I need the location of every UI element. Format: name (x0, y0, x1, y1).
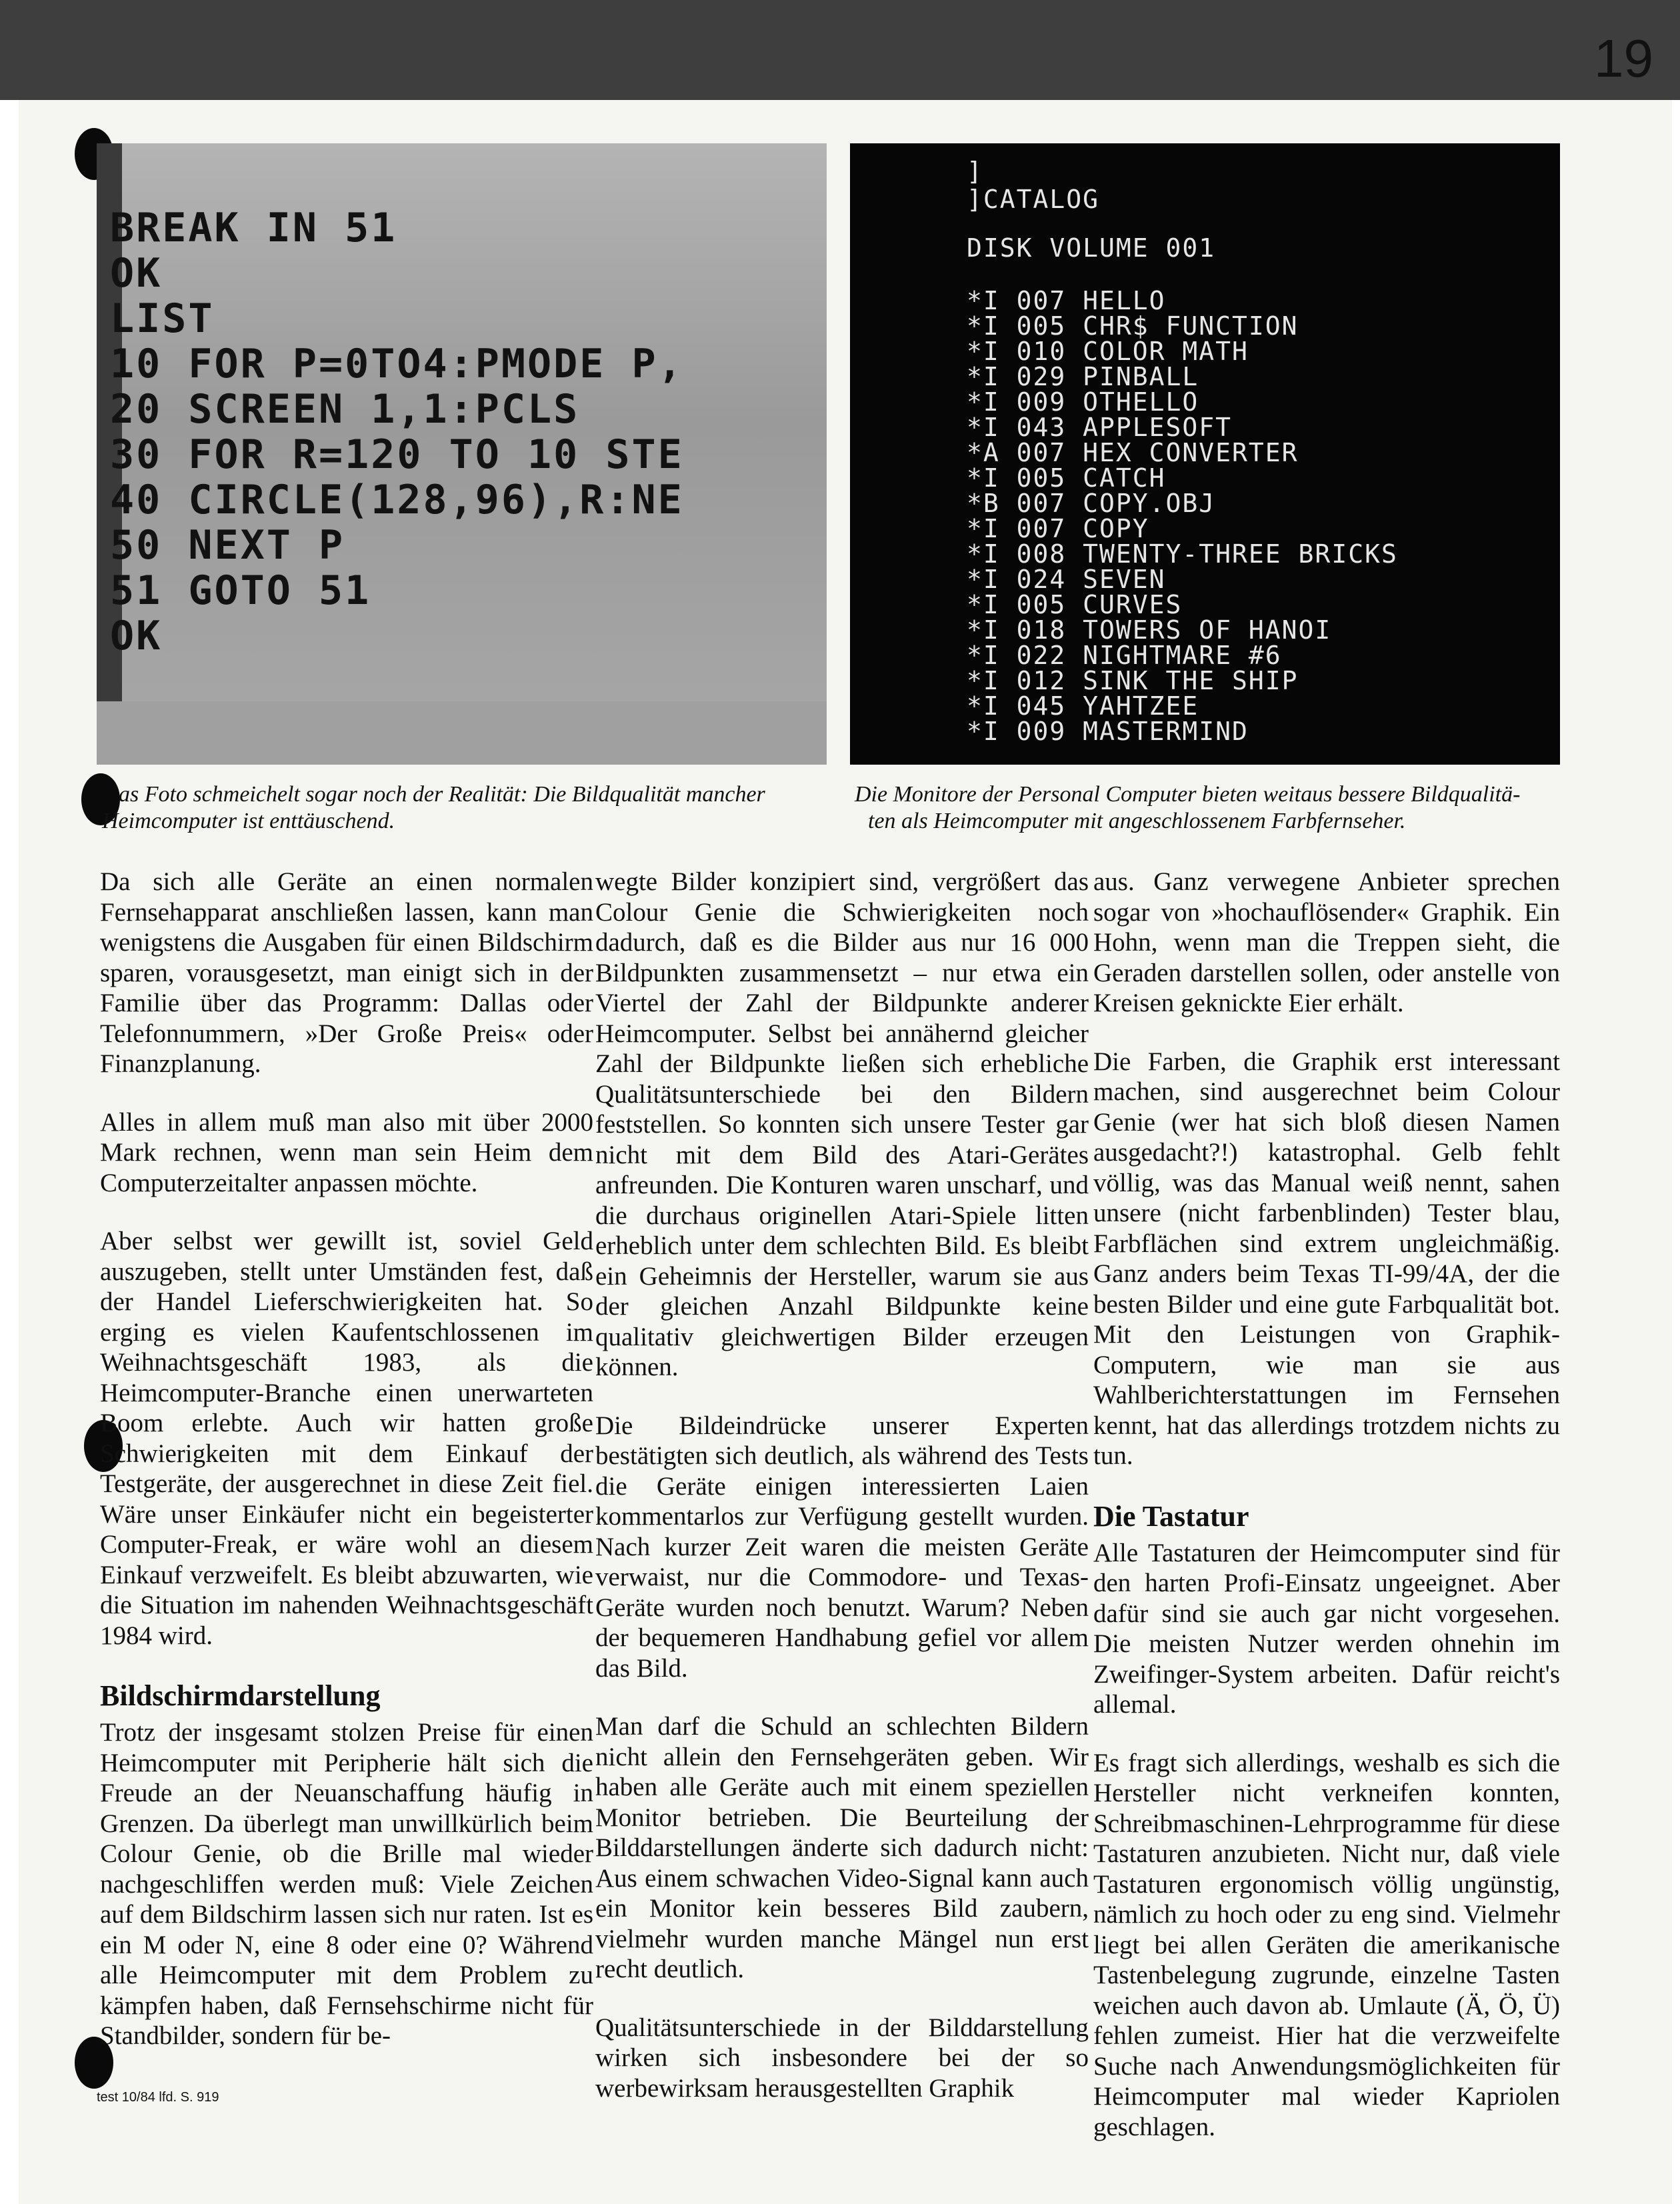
catalog-entry: *I 043 APPLESOFT (967, 413, 1233, 442)
paragraph: Da sich alle Geräte an einen normalen Fernsehapparat anschließen lassen, kann man wenigstens die Ausgaben für einen Bildschirm sparen, vorausgesetzt, man einigt sich in der Familie über das Programm: Dallas oder Telefonnummern, »Der Große Preis« oder Finanzplanung. (100, 867, 593, 1078)
screen-line: 30 FOR R=120 TO 10 STE (110, 431, 684, 478)
screen-line: 20 SCREEN 1,1:PCLS (110, 386, 580, 433)
right-screen-photo (850, 143, 1560, 765)
screen-line: 50 NEXT P (110, 522, 345, 569)
screen-line: 51 GOTO 51 (110, 567, 371, 614)
screen-line: 40 CIRCLE(128,96),R:NE (110, 477, 684, 523)
article-column-2 (595, 867, 1089, 2131)
caption-left (102, 781, 825, 835)
catalog-entry: *I 005 CHR$ FUNCTION (967, 311, 1299, 341)
paragraph: Alle Tastaturen der Heimcomputer sind für den harten Profi-Einsatz ungeeignet. Aber dafür sind sie auch gar nicht vorgesehen. Die meisten Nutzer werden ohnehin im Zweifinger-System arbeiten. Dafür reicht's allemal. (1093, 1538, 1560, 1719)
caption-right (855, 781, 1568, 835)
caption-line: Die Monitore der Personal Computer bieten weitaus bessere Bildqualitä- (855, 782, 1521, 807)
section-heading: Bildschirmdarstellung (100, 1679, 381, 1712)
header-bar (0, 0, 1680, 100)
catalog-entry: *I 022 NIGHTMARE #6 (967, 641, 1282, 670)
screen-line: LIST (110, 295, 215, 342)
catalog-entry: *I 029 PINBALL (967, 362, 1199, 391)
catalog-entry: *I 018 TOWERS OF HANOI (967, 615, 1332, 645)
paragraph: Alles in allem muß man also mit über 2000 Mark rechnen, wenn man sein Heim dem Computerzeitalter anpassen möchte. (100, 1107, 593, 1197)
catalog-entry: *I 008 TWENTY-THREE BRICKS (967, 539, 1398, 569)
article-column-3 (1093, 867, 1560, 2170)
footer-reference: test 10/84 lfd. S. 919 (97, 2090, 219, 2105)
page-number: 19 (1594, 29, 1653, 88)
paragraph: Es fragt sich allerdings, weshalb es sich die Hersteller nicht verkneifen konnten, Schreibmaschinen-Lehrprogramme für diese Tastaturen anzubieten. Nicht nur, daß viele Tastaturen ergonomisch völlig ungünstig, nämlich zu hoch oder zu eng sind. Vielmehr liegt bei allen Geräten die amerikanische Tastenbelegung zugrunde, einzelne Tasten weichen auch davon ab. Umlaute (Ä, Ö, Ü) fehlen zumeist. Hier hat die verzweifelte Suche nach Anwendungsmöglichkeiten für Heimcomputer mal wieder Kapriolen geschlagen. (1093, 1748, 1560, 2141)
paragraph: Die Farben, die Graphik erst interessant machen, sind ausgerechnet beim Colour Genie (wer hat sich bloß diesen Namen ausgedacht?!) katastrophal. Gelb fehlt völlig, was das Manual weiß nennt, sahen unsere (nicht farbenblinden) Tester blau, Farbflächen sind extrem ungleichmäßig. Ganz anders beim Texas TI-99/4A, der die besten Bilder und eine gute Farbqualität bot. Mit den Leistungen von Graphik-Computern, wie man sie aus Wahlberichterstattungen im Fernsehen kennt, hat das allerdings trotzdem nichts zu tun. (1093, 1047, 1560, 1470)
catalog-entry: *I 045 YAHTZEE (967, 691, 1199, 721)
section-heading: Die Tastatur (1093, 1499, 1249, 1533)
article-column-1 (100, 867, 593, 2079)
catalog-entry: *I 007 HELLO (967, 286, 1166, 315)
paragraph: Aber selbst wer gewillt ist, soviel Geld auszugeben, stellt unter Umständen fest, daß der Handel Lieferschwierigkeiten hat. So erging es vielen Kaufentschlossenen im Weihnachtsgeschäft 1983, als die Heimcomputer-Branche einen unerwarteten Boom erlebte. Auch wir hatten große Schwierigkeiten mit dem Einkauf der Testgeräte, der ausgerechnet in diese Zeit fiel. Wäre unser Einkäufer nicht ein begeisterter Computer-Freak, er wäre wohl an diesem Einkauf verzweifelt. Es bleibt abzuwarten, wie die Situation im nahenden Weihnachtsgeschäft 1984 wird. (100, 1227, 593, 1650)
catalog-entry: *I 012 SINK THE SHIP (967, 666, 1299, 695)
paragraph: aus. Ganz verwegene Anbieter sprechen sogar von »hochauflösender« Graphik. Ein Hohn, wenn man die Treppen sieht, die Geraden darstellen sollen, oder anstelle von Kreisen geknickte Eier erhält. (1093, 867, 1560, 1017)
caption-line: ten als Heimcomputer mit angeschlossenem Farbfernseher. (868, 809, 1406, 833)
catalog-entry: *I 009 MASTERMIND (967, 717, 1249, 746)
screen-prompt: ] (967, 157, 983, 186)
screen-line: BREAK IN 51 (110, 205, 397, 251)
catalog-entry: *B 007 COPY.OBJ (967, 489, 1216, 518)
left-screen-photo (97, 143, 827, 765)
catalog-entry: *I 024 SEVEN (967, 565, 1166, 594)
paragraph: Qualitätsunterschiede in der Bilddarstellung wirken sich insbesondere bei der so werbewirksam herausgestellten Graphik (595, 2013, 1089, 2103)
paragraph: Man darf die Schuld an schlechten Bildern nicht allein den Fernsehgeräten geben. Wir haben alle Geräte auch mit einem speziellen Monitor betrieben. Die Beurteilung der Bilddarstellungen änderte sich dadurch nicht: Aus einem schwachen Video-Signal kann auch ein Monitor kein besseres Bild zaubern, vielmehr wurden manche Mängel nun erst recht deutlich. (595, 1712, 1089, 1983)
screen-command: ]CATALOG (967, 185, 1100, 214)
catalog-entry: *A 007 HEX CONVERTER (967, 438, 1299, 467)
catalog-entry: *I 007 COPY (967, 514, 1149, 543)
catalog-entry: *I 010 COLOR MATH (967, 337, 1249, 366)
screen-line: OK (110, 613, 163, 659)
caption-line: as Foto schmeichelt sogar noch der Realität: Die Bildqualität mancher (119, 782, 765, 807)
paragraph: Trotz der insgesamt stolzen Preise für einen Heimcomputer mit Peripherie hält sich die Freude an der Neuanschaffung häufig in Grenzen. Da überlegt man unwillkürlich beim Colour Genie, ob die Brille mal wieder nachgeschliffen werden muß: Viele Zeichen auf dem Bildschirm lassen sich nur raten. Ist es ein M oder N, eine 8 oder eine 0? Während alle Heimcomputer mit dem Problem zu kämpfen haben, daß Fernsehschirme nicht für Standbilder, sondern für be- (100, 1718, 593, 2050)
screen-line: 10 FOR P=0TO4:PMODE P, (110, 341, 684, 387)
paragraph: Die Bildeindrücke unserer Experten bestätigten sich deutlich, als während des Tests die Geräte einigen interessierten Laien kommentarlos zur Verfügung gestellt wurden. Nach kurzer Zeit waren die meisten Geräte verwaist, nur die Commodore- und Texas-Geräte wurden noch benutzt. Warum? Neben der bequemeren Handhabung gefiel vor allem das Bild. (595, 1411, 1089, 1683)
caption-line: Heimcomputer ist enttäuschend. (102, 809, 395, 833)
screen-line: OK (110, 250, 163, 297)
paragraph: wegte Bilder konzipiert sind, vergrößert das Colour Genie die Schwierigkeiten noch dadurch, daß es die Bilder aus nur 16 000 Bildpunkten zusammensetzt – nur etwa ein Viertel der Zahl der Bildpunkte anderer Heimcomputer. Selbst bei annähernd gleicher Zahl der Bildpunkte ließen sich erhebliche Qualitätsunterschiede bei den Bildern feststellen. So konnten sich unsere Tester gar nicht mit dem Bild des Atari-Gerätes anfreunden. Die Konturen waren unscharf, und die durchaus originellen Atari-Spiele litten erheblich unter dem schlechten Bild. Es bleibt ein Geheimnis der Hersteller, warum sie aus der gleichen Anzahl Bildpunkte keine qualitativ gleichwertigen Bilder erzeugen können. (595, 867, 1089, 1381)
catalog-entry: *I 005 CATCH (967, 463, 1166, 493)
disk-volume: DISK VOLUME 001 (967, 233, 1216, 263)
catalog-entry: *I 005 CURVES (967, 590, 1183, 619)
catalog-entry: *I 009 OTHELLO (967, 387, 1199, 417)
